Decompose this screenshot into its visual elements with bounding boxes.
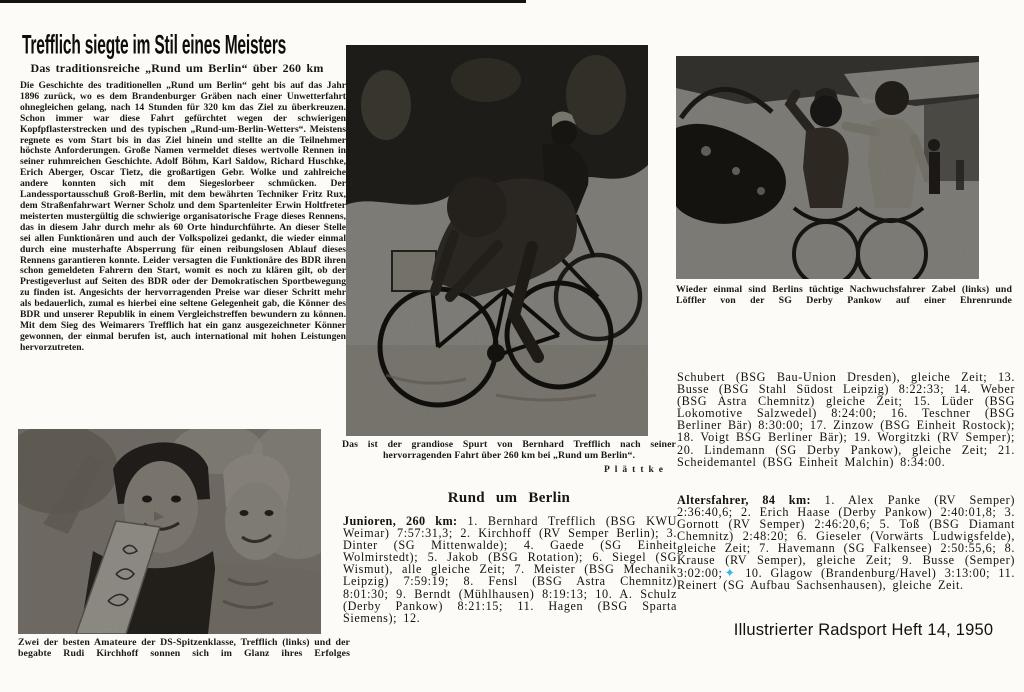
photo-sprint-caption: Das ist der grandiose Spurt von Bernhard Trefflich nach seiner hervorragenden Fahrt über 260 km bei „Rund um Berlin“. <box>342 439 676 462</box>
results-alters-text-1: 1. Alex Panke (RV Semper) 2:36:40,6; 2. Erich Haase (Derby Pankow) 2:40:01,8; 3. Gornott (RV Semper) 2:46:20,6; 5. Toß (BSG Diamant Chemnitz) 2:48:20; 6. Gieseler (Vorwärts Ludwigsfelde), gleiche Zeit; 7. Havemann (SG Falkensee) 2:50:55,6; 8. Krause (RV Semper), gleiche Zeit; 9. Busse (Semper) 3:02:00; <box>677 494 1015 580</box>
source-line: Illustrierter Radsport Heft 14, 1950 <box>733 621 994 639</box>
photo-ehrenrunde-caption: Wieder einmal sind Berlins tüchtige Nachwuchsfahrer Zabel (links) und Löffler von der SG Derby Pankow auf einer Ehrenrunde <box>676 284 1012 307</box>
article-subhead: Das traditionsreiche „Rund um Berlin“ über 260 km <box>30 61 324 75</box>
photo-winners-caption: Zwei der besten Amateure der DS-Spitzenklasse, Trefflich (links) und der begabte Rudi Kirchhoff sonnen sich im Glanz ihres Erfolges <box>18 637 350 660</box>
article-body: Die Geschichte des traditionellen „Rund um Berlin“ geht bis auf das Jahr 1896 zurück, wo es dem Brandenburger Gräben nach einer Unwetterfahrt ohnegleichen gelang, nach 14 Stunden für 320 km das Ziel zu überkreuzen. Schon immer war diese Fahrt gefürchtet wegen der schwierigen Kopfpflasterstrecken und des typischen „Rund-um-Berlin-Wetters“. Meistens regnete es vom Start bis in das Ziel hinein und stellte an die Teilnehmer höchste Anforderungen. Große Namen vermeldet dieses wertvolle Rennen in seiner ruhmreichen Geschichte. Adolf Böhm, Karl Saldow, Richard Huschke, Erich Aberger, Oscar Tietz, die großartigen Gebr. Wolke und zahlreiche andere konnten sich mit dem Siegeslorbeer schmücken. Der Landessportausschuß Groß-Berlin, mit dem bewährten Techniker Fritz Rux, dem Straßenfahrwart Werner Scholz und dem Spartenleiter Erwin Holtfreter meisterten mustergültig die schwierige organisatorische Frage dieses Rennens, das in diesem Jahr durch mehr als 60 Orte hindurchführte. An dieser Stelle sei allen Funktionären und auch der Volkspolizei gedankt, die wieder einmal durch eine musterhafte Absperrung für einen reibungslosen Ablauf dieses Rennens garantieren konnte. Leider versagten die Funktionäre des BDR ihren schon gemeldeten Fahrern den Start, womit es noch zu klären gilt, ob der Prestigeverlust auf Seiten des BDR oder der Demokratischen Sportbewegung zu finden ist. Angesichts der hervorragenden Preise war dieser Schritt mehr als bedauerlich, zumal es hierbei eine seltene Gelegenheit gab, die Könner des BDR und unserer Republik in einem Vergleichstreffen bewundern zu können. Mit dem Sieg des Weimarers Trefflich hat ein ganz ausgezeichneter Könner gewonnen, der einmal berufen ist, auch international mit hohen Leistungen hervorzutreten. <box>20 81 346 353</box>
photo-credit: Plättke <box>603 465 668 475</box>
results-alters-lead: Altersfahrer, 84 km: <box>677 494 811 507</box>
sprint-photo-illustration <box>346 45 648 436</box>
results-junioren-text: 1. Bernhard Trefflich (BSG KWU Weimar) 7:57:31,3; 2. Kirchhoff (RV Semper Berlin); 3. Dinter (SG Mittenwalde); 4. Gaede (SG Einheit Wolmirstedt); 5. Jakob (BSG Rotation); 6. Siegel (SG Wismut), alle gleiche Zeit; 7. Meister (BSG Mechanik Leipzig) 7:59:19; 8. Fensl (BSG Astra Chemnitz) 8:01:30; 9. Berndt (Mühlhausen) 8:19:13; 10. A. Schulz (Derby Pankow) 8:21:15; 11. Hagen (BSG Sparta Siemens); 12. <box>343 515 677 625</box>
highlight-marker-icon: ✦ <box>724 565 735 580</box>
scan-artifact-line <box>0 0 526 3</box>
results-altersfahrer <box>677 494 1015 621</box>
page-title: Trefflich siegte im Stil eines Meisters <box>22 30 287 60</box>
photo-sprint <box>346 45 648 436</box>
winners-photo-illustration <box>18 429 321 634</box>
results-continuation: Schubert (BSG Bau-Union Dresden), gleiche Zeit; 13. Busse (BSG Stahl Südost Leipzig) 8:22:33; 14. Weber (BSG Astra Chemnitz) gleiche Zeit; 15. Lüder (BSG Lokomotive Salzwedel) 8:24:00; 16. Teschner (BSG Berliner Bär) 8:30:00; 17. Zinzow (BSG Einheit Rostock); 18. Voigt BSG Berliner Bär); 19. Worgitzki (RV Semper); 20. Lindemann (SG Derby Pankow), gleiche Zeit; 21. Scheidemantel (BSG Einheit Malchin) 8:34:00. <box>677 371 1015 469</box>
results-junioren <box>343 515 677 650</box>
results-junioren-lead: Junioren, 260 km: <box>343 515 458 528</box>
ehrenrunde-photo-illustration <box>676 56 979 279</box>
results-alters-text-2: 10. Glagow (Brandenburg/Havel) 3:13:00; 11. Reinert (SG Aufbau Sachsenhausen), gleiche Zeit. <box>677 565 1015 592</box>
results-title: Rund um Berlin <box>447 490 571 506</box>
photo-winners <box>18 429 321 634</box>
photo-ehrenrunde <box>676 56 979 279</box>
